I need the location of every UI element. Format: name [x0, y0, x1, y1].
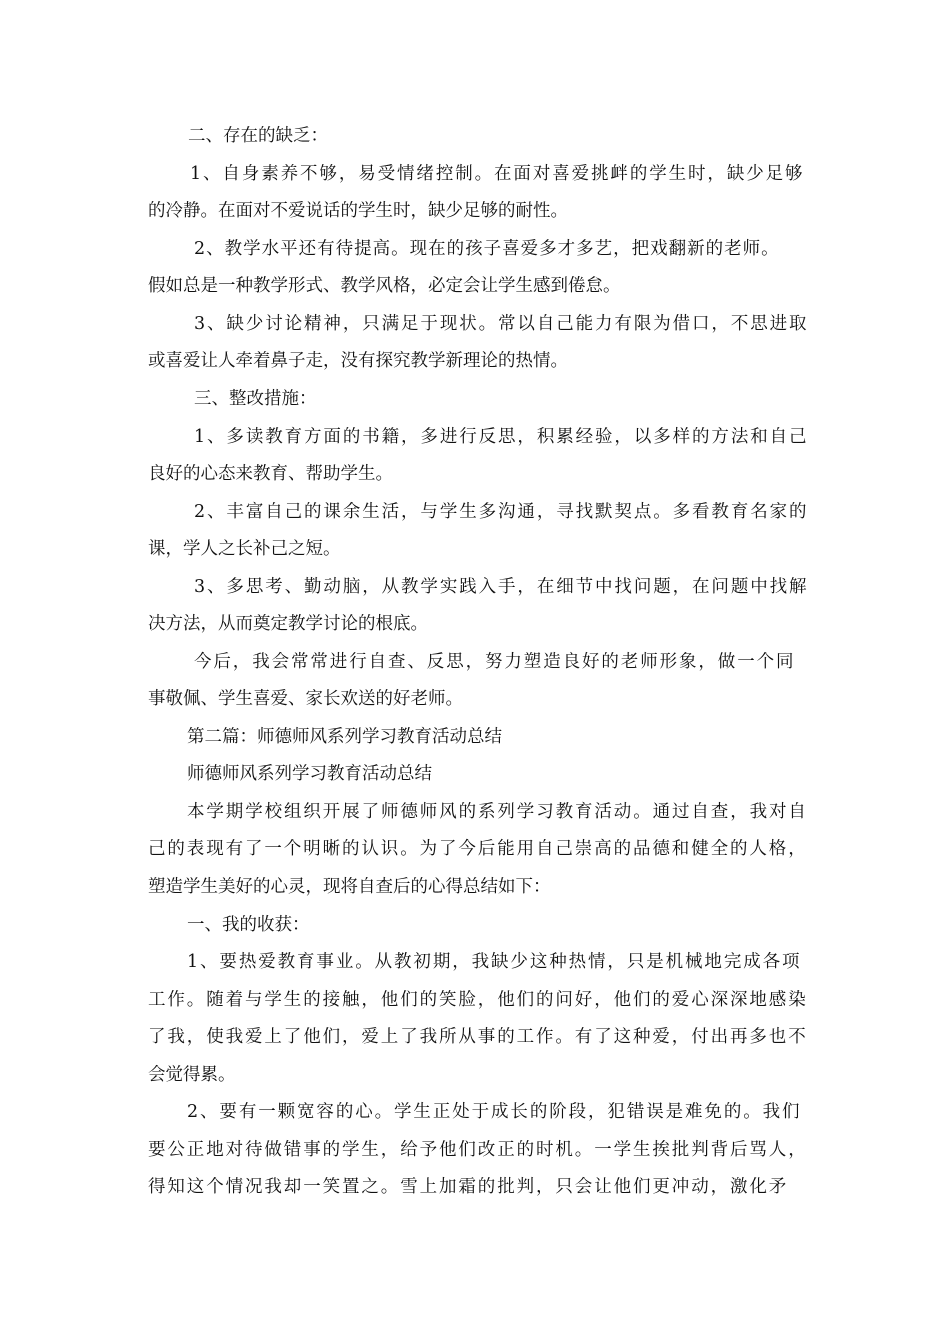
paragraph-line: 2、教学水平还有待提高。现在的孩子喜爱多才多艺，把戏翻新的老师。: [194, 239, 780, 259]
paragraph-line: 或喜爱让人牵着鼻子走，没有探究教学新理论的热情。: [148, 351, 568, 371]
paragraph-line: 1、自身素养不够，易受情绪控制。在面对喜爱挑衅的学生时，缺少足够: [190, 164, 805, 184]
paragraph-line: 得知这个情况我却一笑置之。雪上加霜的批判，只会让他们更冲动，激化矛: [148, 1177, 789, 1197]
paragraph-line: 会觉得累。: [148, 1065, 236, 1085]
paragraph-line: 假如总是一种教学形式、教学风格，必定会让学生感到倦怠。: [148, 276, 621, 296]
paragraph-line: 的冷静。在面对不爱说话的学生时，缺少足够的耐性。: [148, 201, 568, 221]
paragraph-line: 3、缺少讨论精神，只满足于现状。常以自己能力有限为借口，不思进取: [194, 314, 809, 334]
paragraph-line: 1、要热爱教育事业。从教初期，我缺少这种热情，只是机械地完成各项: [187, 952, 802, 972]
paragraph-line: 己的表现有了一个明晰的认识。为了今后能用自己崇高的品德和健全的人格，: [148, 839, 808, 859]
paragraph-line: 3、多思考、勤动脑，从教学实践入手，在细节中找问题，在问题中找解: [194, 577, 809, 597]
paragraph-line: 本学期学校组织开展了师德师风的系列学习教育活动。通过自查，我对自: [187, 802, 808, 822]
heading-deficiencies: 二、存在的缺乏：: [188, 126, 328, 146]
paragraph-line: 事敬佩、学生喜爱、家长欢送的好老师。: [148, 689, 463, 709]
paragraph-line: 2、丰富自己的课余生活，与学生多沟通，寻找默契点。多看教育名家的: [194, 502, 809, 522]
heading-rectification: 三、整改措施：: [194, 389, 317, 409]
paragraph-line: 塑造学生美好的心灵，现将自查后的心得总结如下：: [148, 877, 551, 897]
paragraph-line: 2、要有一颗宽容的心。学生正处于成长的阶段，犯错误是难免的。我们: [187, 1102, 802, 1122]
paragraph-line: 工作。随着与学生的接触，他们的笑脸，他们的问好，他们的爱心深深地感染: [148, 990, 808, 1010]
heading-gains: 一、我的收获：: [187, 915, 310, 935]
section-title: 第二篇：师德师风系列学习教育活动总结: [187, 727, 502, 747]
paragraph-line: 要公正地对待做错事的学生，给予他们改正的时机。一学生挨批判背后骂人，: [148, 1140, 808, 1160]
paragraph-line: 良好的心态来教育、帮助学生。: [148, 464, 393, 484]
article-title: 师德师风系列学习教育活动总结: [187, 764, 432, 784]
paragraph-line: 课，学人之长补己之短。: [148, 539, 341, 559]
paragraph-line: 1、多读教育方面的书籍，多进行反思，积累经验，以多样的方法和自己: [194, 427, 809, 447]
paragraph-line: 今后，我会常常进行自查、反思，努力塑造良好的老师形象，做一个同: [194, 652, 796, 672]
paragraph-line: 决方法，从而奠定教学讨论的根底。: [148, 614, 428, 634]
paragraph-line: 了我，使我爱上了他们，爱上了我所从事的工作。有了这种爱，付出再多也不: [148, 1027, 808, 1047]
